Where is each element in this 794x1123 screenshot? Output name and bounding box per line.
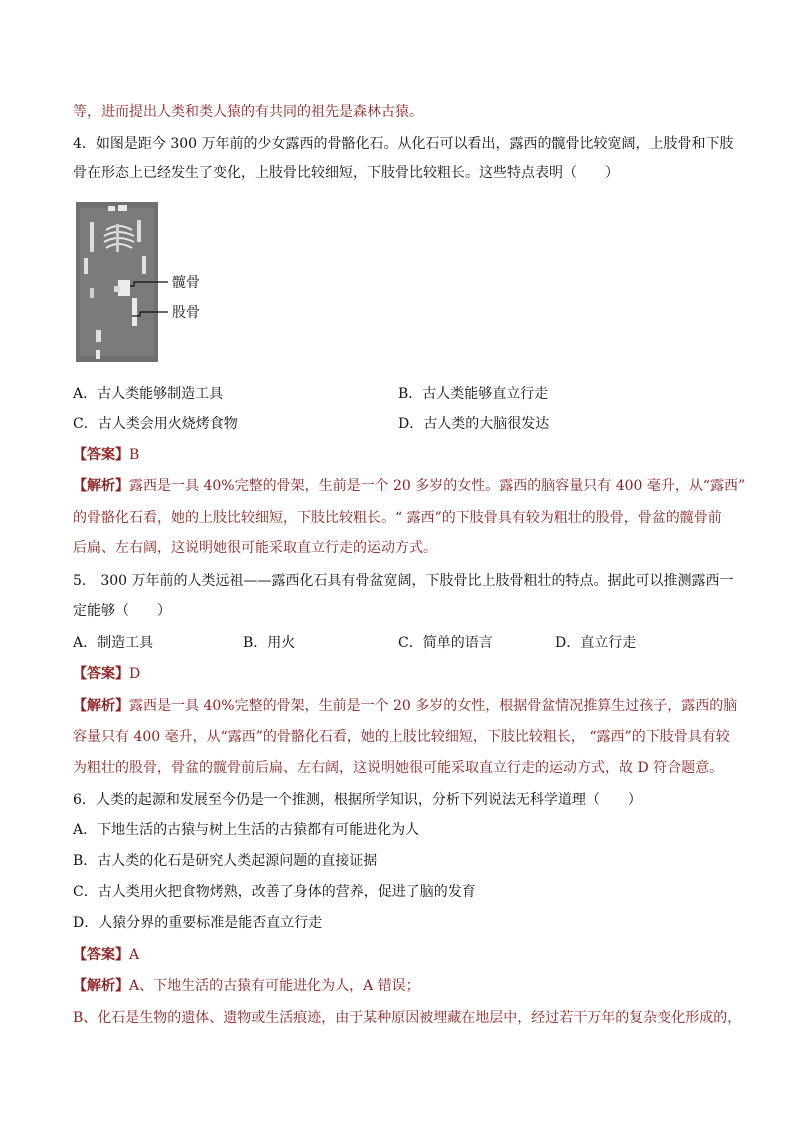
q6-answer: A	[129, 947, 140, 963]
analysis-tag: 【解析】	[73, 698, 129, 714]
q5-analysis-line-1	[73, 696, 738, 716]
q5-stem-line-1: 5． 300 万年前的人类远祖——露西化石具有骨盆宽阔，下肢骨比上肢骨粗壮的特点。据此可以推测露西一	[73, 573, 734, 589]
q6-analysis-line-2: B、化石是生物的遗体、遗物或生活痕迹，由于某种原因被埋藏在地层中，经过若干万年的复杂变化形成的，	[73, 1010, 742, 1026]
answer-tag: 【答案】	[73, 947, 129, 963]
q4-analysis-line-3: 后扁、左右阔，这说明她很可能采取直立行走的运动方式。	[73, 540, 437, 556]
q5-option-b: B．用火	[243, 635, 296, 651]
q5-stem-line-2: 定能够（ ）	[73, 603, 171, 619]
q6-option-d: D．人猿分界的重要标准是能否直立行走	[73, 915, 323, 931]
figure-leader-lines	[130, 262, 178, 322]
q5-analysis-text-1: 露西是一具 40%完整的骨架，生前是一个 20 多岁的女性，根据骨盆情况推算生过孩子，露西的脑	[129, 698, 738, 714]
q6-analysis-line-1	[73, 976, 733, 996]
q5-option-d: D．直立行走	[555, 635, 637, 651]
q5-option-c: C．简单的语言	[398, 635, 493, 651]
q4-stem-line-1: 4．如图是距今 300 万年前的少女露西的骨骼化石。从化石可以看出，露西的髋骨比较宽阔，上肢骨和下肢	[73, 136, 734, 152]
analysis-tag: 【解析】	[73, 478, 129, 494]
answer-tag: 【答案】	[73, 447, 129, 463]
q6-answer-line	[73, 945, 733, 965]
q4-analysis-line-1	[73, 476, 746, 496]
q6-option-a: A．下地生活的古猿与树上生活的古猿都有可能进化为人	[73, 822, 420, 838]
q4-option-b: B．古人类能够直立行走	[398, 386, 549, 402]
q6-option-b: B．古人类的化石是研究人类起源问题的直接证据	[73, 853, 378, 869]
q4-stem-line-2: 骨在形态上已经发生了变化，上肢骨比较细短，下肢骨比较粗长。这些特点表明（ ）	[73, 165, 619, 181]
q6-stem: 6．人类的起源和发展至今仍是一个推测，根据所学知识，分析下列说法无科学道理（ ）	[73, 792, 642, 808]
q4-analysis-line-2: 的骨骼化石看，她的上肢比较细短，下肢比较粗长。“ 露西”的下肢骨具有较为粗壮的股骨，骨盆的髋骨前	[73, 510, 722, 526]
q4-analysis-text-1: 露西是一具 40%完整的骨架，生前是一个 20 多岁的女性。露西的脑容量只有 400 毫升，从“露西”	[129, 478, 746, 494]
q6-option-c: C．古人类用火把食物烤熟，改善了身体的营养，促进了脑的发育	[73, 884, 476, 900]
q3-analysis-tail: 等，进而提出人类和类人猿的有共同的祖先是森林古猿。	[73, 104, 423, 120]
q5-analysis-line-2: 容量只有 400 毫升，从“露西”的骨骼化石看，她的上肢比较细短，下肢比较粗长， “露西”的下肢骨具有较	[73, 729, 730, 745]
q5-option-a: A．制造工具	[73, 635, 154, 651]
q4-option-d: D．古人类的大脑很发达	[398, 416, 550, 432]
label-femur: 股骨	[172, 305, 200, 321]
analysis-tag: 【解析】	[73, 978, 129, 994]
q5-analysis-line-3: 为粗壮的股骨，骨盆的髋骨前后扁、左右阔，这说明她很可能采取直立行走的运动方式，故 D 符合题意。	[73, 760, 724, 776]
q4-option-a: A．古人类能够制造工具	[73, 386, 224, 402]
q4-answer: B	[129, 447, 140, 463]
label-hip-bone: 髋骨	[172, 275, 200, 291]
q6-analysis-text-1: A、下地生活的古猿有可能进化为人，A 错误；	[129, 978, 420, 994]
q5-answer: D	[129, 666, 141, 682]
q5-answer-line	[73, 664, 733, 684]
q4-answer-line	[73, 445, 733, 465]
q4-option-c: C．古人类会用火烧烤食物	[73, 416, 238, 432]
answer-tag: 【答案】	[73, 666, 129, 682]
